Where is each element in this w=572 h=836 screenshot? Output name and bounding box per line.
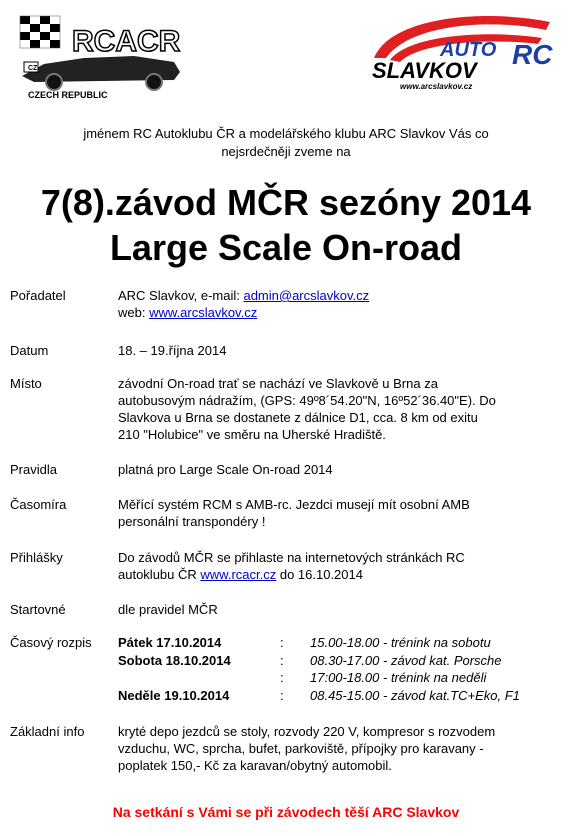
svg-text:CZECH REPUBLIC: CZECH REPUBLIC: [28, 90, 108, 100]
label-datum: Datum: [10, 343, 49, 358]
schedule-row: [118, 669, 558, 687]
web-link[interactable]: www.arcslavkov.cz: [149, 305, 258, 320]
value-pravidla: platná pro Large Scale On-road 2014: [118, 462, 333, 477]
prihlasky-deadline: do 16.10.2014: [276, 567, 363, 582]
value-prihlasky: [118, 549, 562, 583]
misto-line: autobusovým nádražím, (GPS: 49º8´54.20"N, 16º52´36.40"E). Do: [118, 393, 496, 408]
label-prihlasky: Přihlášky: [10, 550, 63, 565]
casomira-line: personální transpondéry !: [118, 514, 266, 529]
schedule-row: [118, 634, 558, 652]
web-label: web:: [118, 305, 150, 320]
schedule-colon: :: [280, 635, 284, 650]
schedule-colon: :: [280, 670, 284, 685]
svg-text:SLAVKOV: SLAVKOV: [372, 58, 477, 83]
schedule-table: [118, 634, 558, 704]
schedule-time: 15.00-18.00 - trénink na sobotu: [310, 635, 491, 650]
zakladni-line: kryté depo jezdců se stoly, rozvody 220 V, kompresor s rozvodem: [118, 724, 496, 739]
label-pravidla: Pravidla: [10, 462, 57, 477]
zakladni-line: poplatek 150,- Kč za karavan/obytný automobil.: [118, 758, 392, 773]
intro-line-1: jménem RC Autoklubu ČR a modelářského klubu ARC Slavkov Vás co: [83, 126, 489, 141]
schedule-row: [118, 652, 558, 670]
page-title: 7(8).závod MČR sezóny 2014: [40, 182, 532, 223]
intro-text: [40, 125, 532, 161]
rcacr-logo: [14, 6, 186, 102]
svg-text:AUTO: AUTO: [440, 39, 497, 61]
page-subtitle: Large Scale On-road: [109, 227, 463, 268]
svg-text:www.arcslavkov.cz: www.arcslavkov.cz: [400, 82, 473, 91]
schedule-row: [118, 687, 558, 705]
value-casomira: [118, 496, 562, 530]
schedule-time: 08.45-15.00 - závod kat.TC+Eko, F1: [310, 687, 520, 703]
label-misto: Místo: [10, 376, 42, 391]
intro-line-2: nejsrdečněji zveme na: [221, 144, 351, 159]
misto-line: Slavkova u Brna se dostanete z dálnice D1, cca. 8 km od exitu: [118, 410, 478, 425]
prihlasky-text: autoklubu ČR: [118, 567, 201, 582]
rcacr-link[interactable]: www.rcacr.cz: [200, 567, 277, 582]
misto-line: závodní On-road trať se nachází ve Slavkově u Brna za: [118, 376, 438, 391]
organizer-text: ARC Slavkov, e-mail:: [118, 288, 244, 303]
schedule-time: 08.30-17.00 - závod kat. Porsche: [310, 652, 502, 668]
checkered-flag-icon: [20, 16, 60, 48]
label-rozpis: Časový rozpis: [10, 635, 92, 650]
prihlasky-line: Do závodů MČR se přihlaste na internetových stránkách RC: [118, 550, 465, 565]
schedule-day: Pátek 17.10.2014: [118, 635, 222, 650]
casomira-line: Měřící systém RCM s AMB-rc. Jezdci musejí mít osobní AMB: [118, 497, 470, 512]
svg-text:RCACR: RCACR: [72, 25, 181, 58]
race-car-icon: [22, 56, 180, 90]
schedule-day: Sobota 18.10.2014: [118, 652, 231, 668]
svg-text:RC: RC: [512, 39, 553, 70]
schedule-day: Neděle 19.10.2014: [118, 687, 230, 703]
schedule-colon: :: [280, 652, 284, 668]
label-casomira: Časomíra: [10, 497, 67, 512]
misto-line: 210 "Holubice" ve směru na Uherské Hradiště.: [118, 427, 386, 442]
zakladni-line: vzduchu, WC, sprcha, bufet, parkoviště, přípojky pro karavany -: [118, 741, 484, 756]
value-datum: 18. – 19.října 2014: [118, 343, 227, 358]
svg-text:CZ: CZ: [28, 65, 38, 72]
value-misto: [118, 375, 562, 443]
label-zakladni-info: Základní info: [10, 724, 85, 739]
value-zakladni-info: [118, 723, 562, 774]
label-poradatel: Pořadatel: [10, 288, 66, 303]
schedule-time: 17:00-18.00 - trénink na neděli: [310, 670, 487, 685]
footer-invitation: Na setkání s Vámi se při závodech těší ARC Slavkov: [112, 804, 460, 820]
schedule-colon: :: [280, 687, 284, 703]
value-startovne: dle pravidel MČR: [118, 602, 218, 617]
value-poradatel: [118, 287, 562, 321]
email-link[interactable]: admin@arcslavkov.cz: [243, 288, 370, 303]
auto-slavkov-logo: [370, 8, 560, 92]
label-startovne: Startovné: [10, 602, 66, 617]
